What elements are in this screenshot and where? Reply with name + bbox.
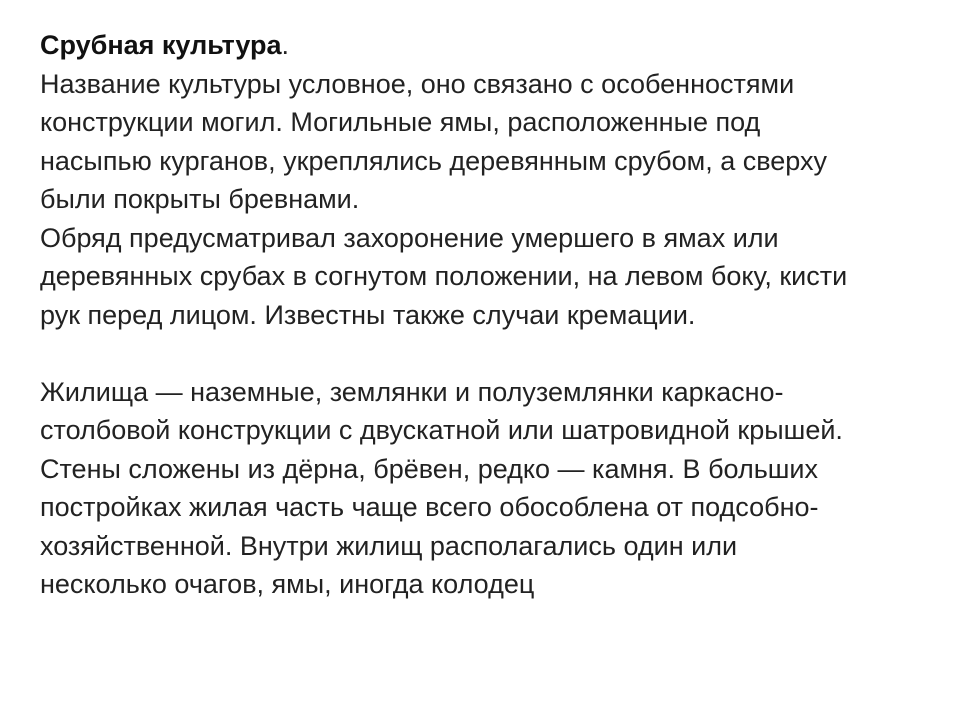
text-line: Стены сложены из дёрна, брёвен, редко — камня. В больших xyxy=(40,453,819,484)
text-line: были покрыты бревнами. xyxy=(40,184,360,214)
paragraph-spacer xyxy=(40,334,940,373)
heading-line xyxy=(40,26,940,65)
text-line: Обряд предусматривал захоронение умершего в ямах или xyxy=(40,222,779,253)
text-line: деревянных срубах в согнутом положении, на левом боку, кисти xyxy=(40,261,848,291)
text-line: Жилища — наземные, землянки и полуземлянки каркасно- xyxy=(40,376,784,407)
text-line: Название культуры условное, оно связано с особенностями xyxy=(40,68,795,99)
slide-title-suffix: . xyxy=(281,30,290,60)
text-line: столбовой конструкции с двускатной или шатровидной крышей. xyxy=(40,415,843,445)
text-line: рук перед лицом. Известны также случаи кремации. xyxy=(40,299,696,330)
slide-title: Срубная культура xyxy=(40,30,282,60)
text-line: хозяйственной. Внутри жилищ располагались один или xyxy=(40,530,738,561)
text-line: несколько очагов, ямы, иногда колодец xyxy=(40,569,535,599)
text-line: конструкции могил. Могильные ямы, расположенные под xyxy=(40,107,761,137)
slide-text-body xyxy=(40,26,940,604)
text-line: насыпью курганов, укреплялись деревянным срубом, а сверху xyxy=(40,145,827,176)
text-line: постройках жилая часть чаще всего обособлена от подсобно- xyxy=(40,492,819,522)
